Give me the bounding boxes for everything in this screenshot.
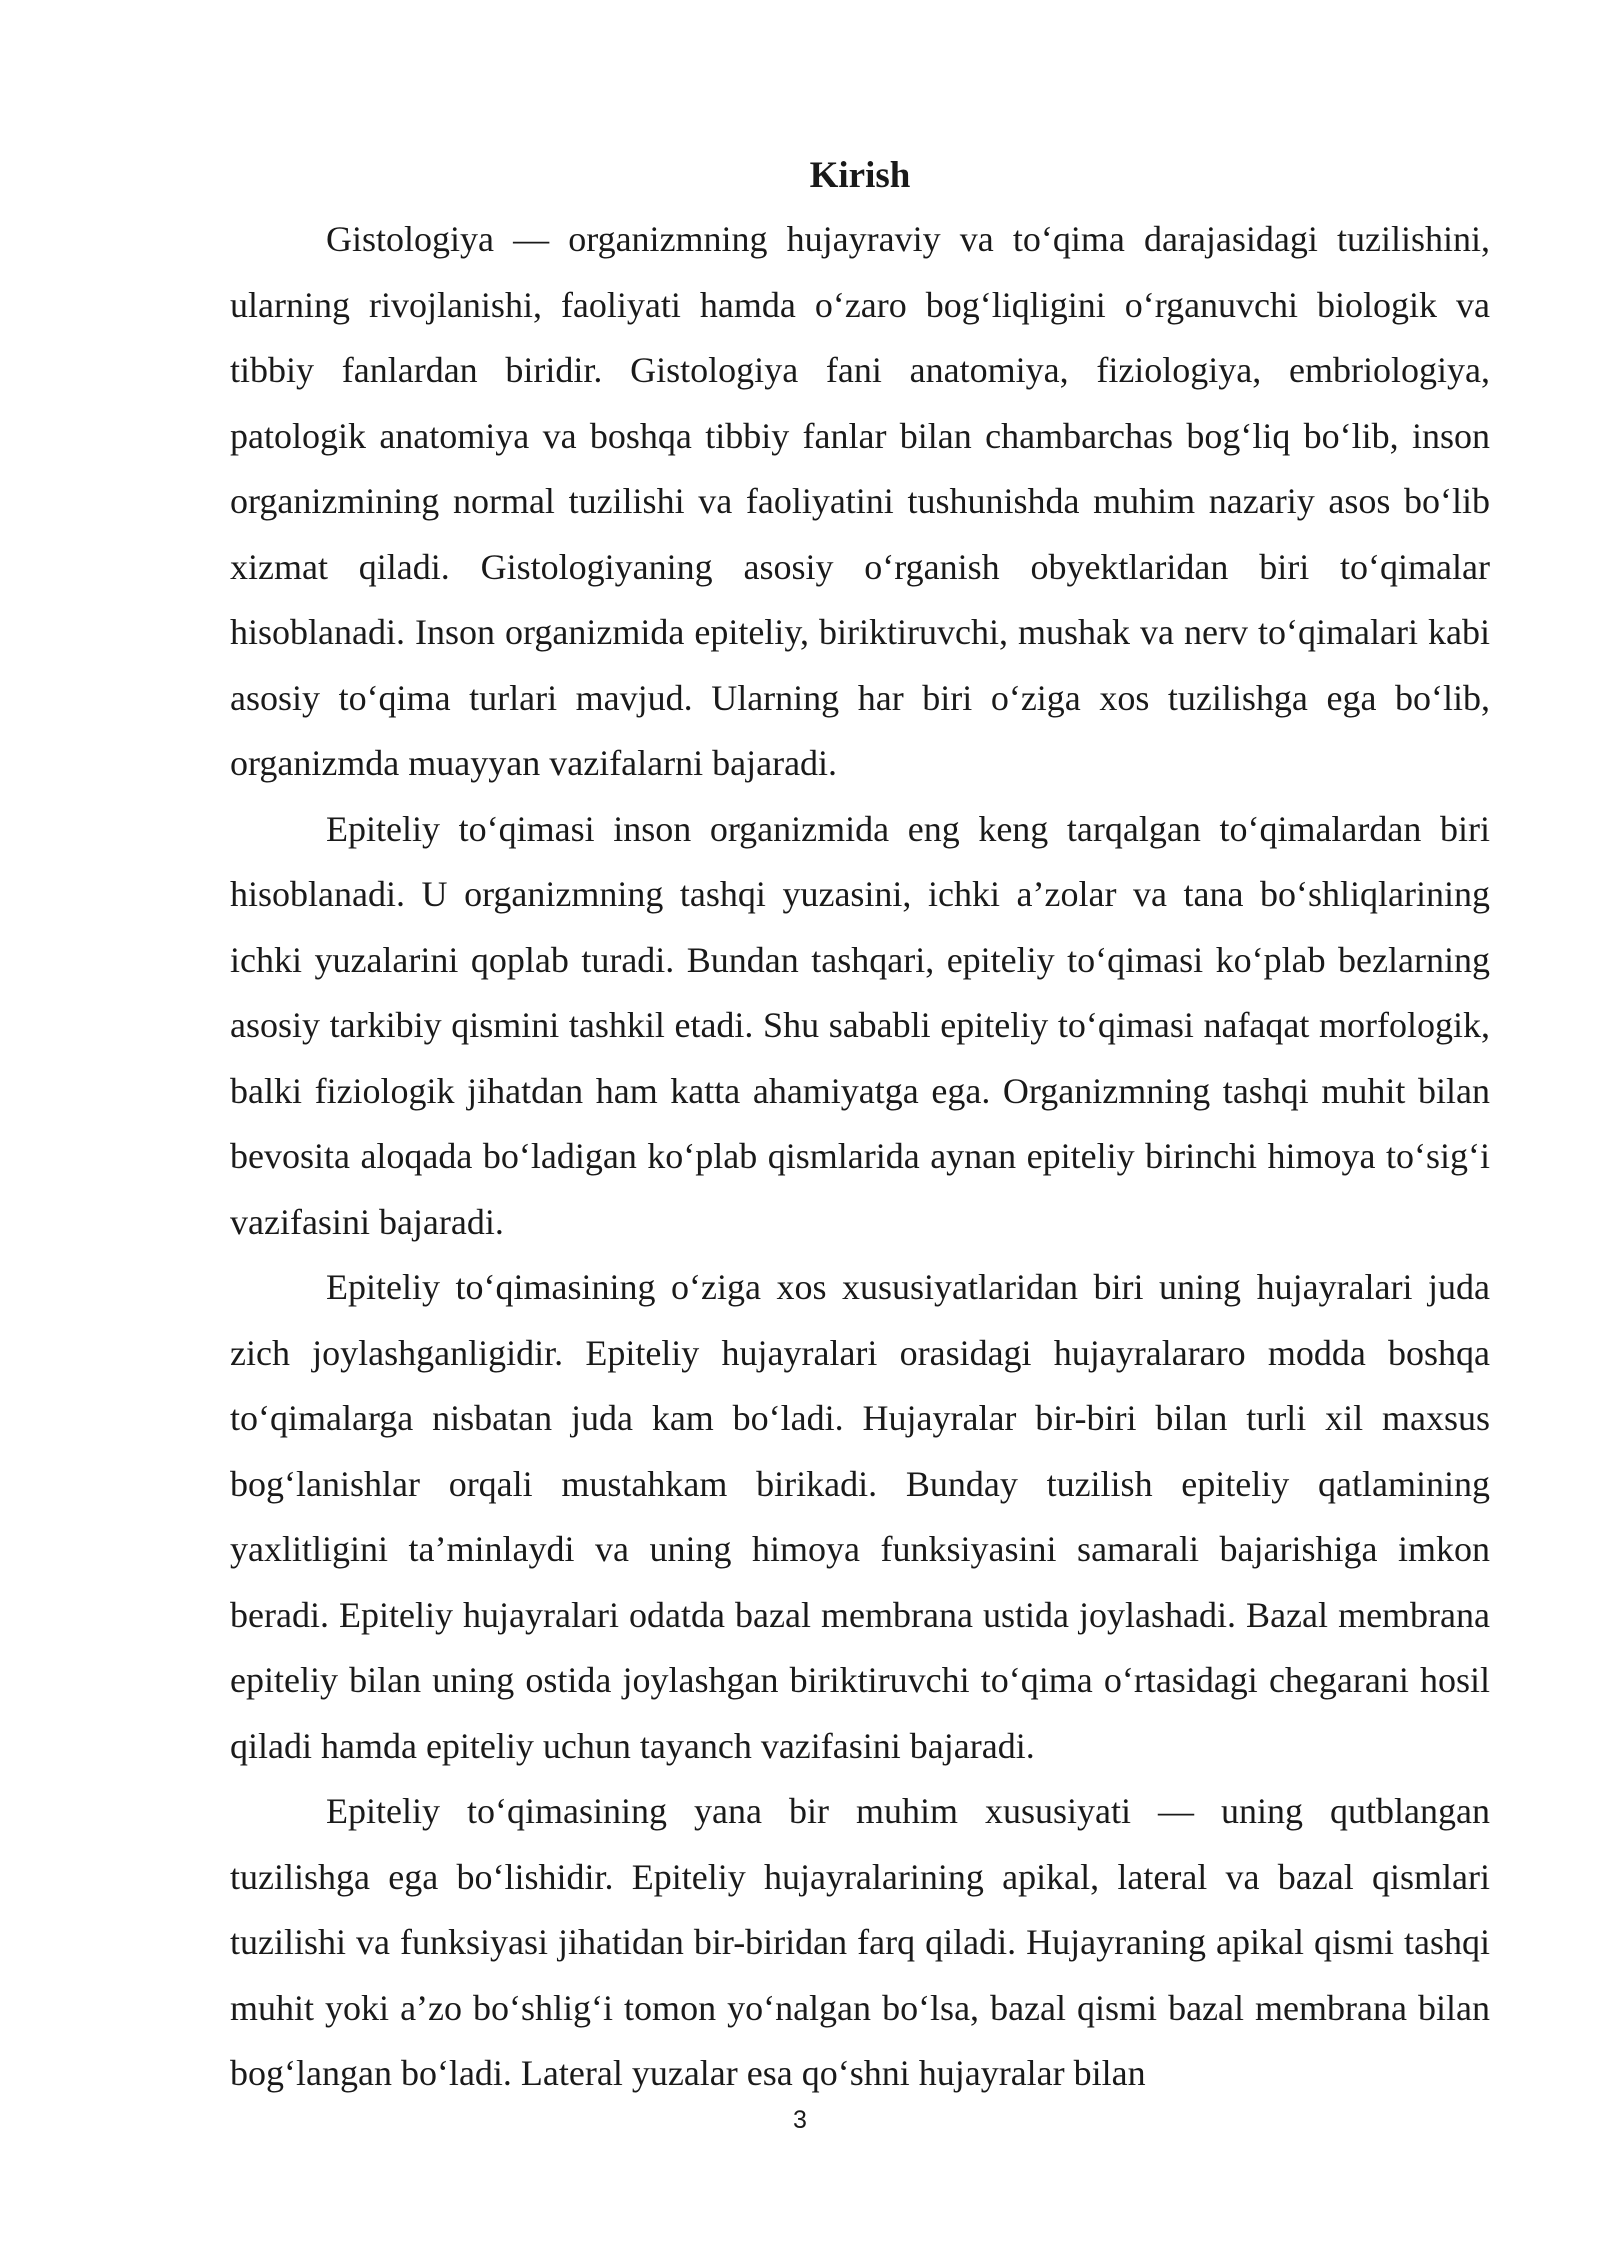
paragraph: Gistologiya — organizmning hujayraviy va to‘qima darajasidagi tuzilishini, ularning rivojlanishi, faoliyati hamda o‘zaro bog‘liqligini o‘rganuvchi biologik va tibbiy fanlardan biridir. Gistologiya fani anatomiya, fiziologiya, embriologiya, patologik anatomiya va boshqa tibbiy fanlar bilan chambarchas bog‘liq bo‘lib, inson organizmining normal tuzilishi va faoliyatini tushunishda muhim nazariy asos bo‘lib xizmat qiladi. Gistologiyaning asosiy o‘rganish obyektlaridan biri to‘qimalar hisoblanadi. Inson organizmida epiteliy, biriktiruvchi, mushak va nerv to‘qimalari kabi asosiy to‘qima turlari mavjud. Ularning har biri o‘ziga xos tuzilishga ega bo‘lib, organizmda muayyan vazifalarni bajaradi. [230,219,1490,783]
page-content [230,148,1490,2107]
page-number: 3 [793,2106,807,2134]
paragraph: Epiteliy to‘qimasi inson organizmida eng keng tarqalgan to‘qimalardan biri hisoblanadi. U organizmning tashqi yuzasini, ichki a’zolar va tana bo‘shliqlarining ichki yuzalarini qoplab turadi. Bundan tashqari, epiteliy to‘qimasi ko‘plab bezlarning asosiy tarkibiy qismini tashkil etadi. Shu sababli epiteliy to‘qimasi nafaqat morfologik, balki fiziologik jihatdan ham katta ahamiyatga ega. Organizmning tashqi muhit bilan bevosita aloqada bo‘ladigan ko‘plab qismlarida aynan epiteliy birinchi himoya to‘sig‘i vazifasini bajaradi. [230,808,1490,1242]
page-title: Kirish [809,155,911,196]
paragraph: Epiteliy to‘qimasining yana bir muhim xususiyati — uning qutblangan tuzilishga ega bo‘lishidir. Epiteliy hujayralarining apikal, lateral va bazal qismlari tuzilishi va funksiyasi jihatidan bir-biridan farq qiladi. Hujayraning apikal qismi tashqi muhit yoki a’zo bo‘shlig‘i tomon yo‘nalgan bo‘lsa, bazal qismi bazal membrana bilan bog‘langan bo‘ladi. Lateral yuzalar esa qo‘shni hujayralar bilan [230,1791,1490,2093]
paragraph: Epiteliy to‘qimasining o‘ziga xos xususiyatlaridan biri uning hujayralari juda zich joylashganligidir. Epiteliy hujayralari orasidagi hujayralararo modda boshqa to‘qimalarga nisbatan juda kam bo‘ladi. Hujayralar bir-biri bilan turli xil maxsus bog‘lanishlar orqali mustahkam birikadi. Bunday tuzilish epiteliy qatlamining yaxlitligini ta’minlaydi va uning himoya funksiyasini samarali bajarishiga imkon beradi. Epiteliy hujayralari odatda bazal membrana ustida joylashadi. Bazal membrana epiteliy bilan uning ostida joylashgan biriktiruvchi to‘qima o‘rtasidagi chegarani hosil qiladi hamda epiteliy uchun tayanch vazifasini bajaradi. [230,1267,1490,1766]
